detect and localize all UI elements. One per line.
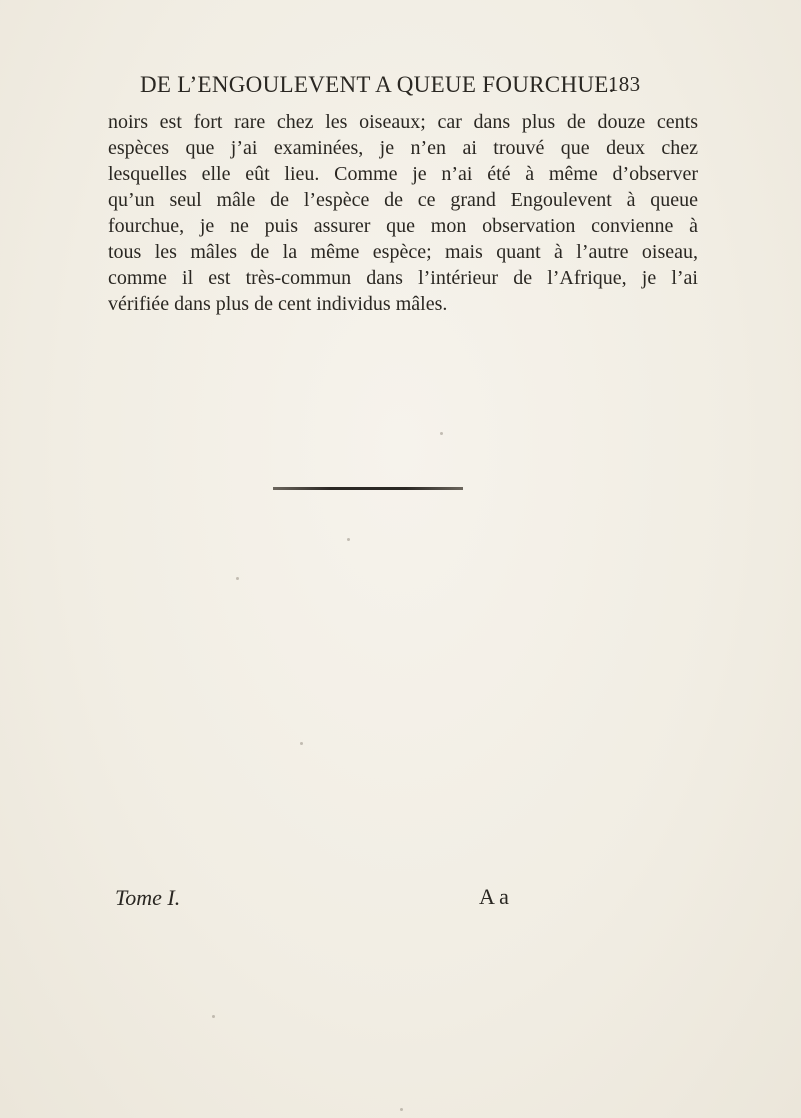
paper-speck xyxy=(300,742,303,745)
paper-speck xyxy=(212,1015,215,1018)
volume-label: Tome I. xyxy=(115,885,181,910)
text-line: comme il est très-commun dans l’intérieur de l’Afrique, je l’ai xyxy=(108,267,698,289)
running-title: DE L’ENGOULEVENT A QUEUE FOURCHUE. xyxy=(140,72,615,97)
text-line: qu’un seul mâle de l’espèce de ce grand Engoulevent à queue xyxy=(108,189,698,211)
text-line: vérifiée dans plus de cent individus mâles. xyxy=(108,293,448,315)
text-line: tous les mâles de la même espèce; mais quant à l’autre oiseau, xyxy=(108,241,698,263)
running-header xyxy=(140,72,660,98)
paper-speck xyxy=(236,577,239,580)
text-line: lesquelles elle eût lieu. Comme je n’ai été à même d’observer xyxy=(108,163,698,185)
text-line: espèces que j’ai examinées, je n’en ai trouvé que deux chez xyxy=(108,137,698,159)
body-paragraph xyxy=(108,109,698,317)
paper-speck xyxy=(400,1108,403,1111)
section-divider-rule xyxy=(273,487,463,490)
paper-speck xyxy=(347,538,350,541)
signature-mark: A a xyxy=(479,884,509,909)
text-line: fourchue, je ne puis assurer que mon observation convienne à xyxy=(108,215,698,237)
text-line: noirs est fort rare chez les oiseaux; car dans plus de douze cents xyxy=(108,111,698,133)
page-number: 183 xyxy=(608,72,641,96)
paper-speck xyxy=(440,432,443,435)
